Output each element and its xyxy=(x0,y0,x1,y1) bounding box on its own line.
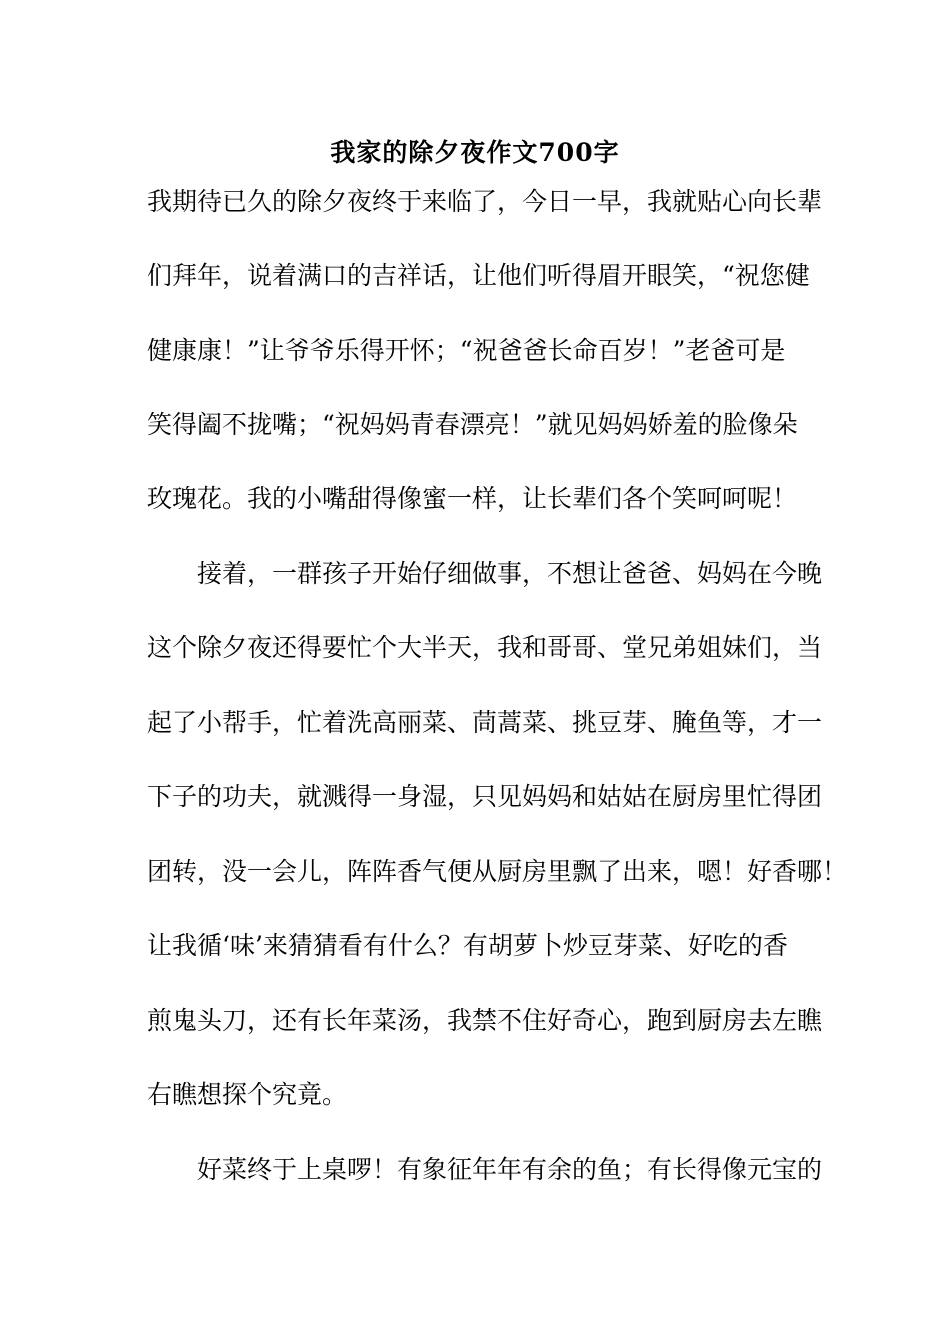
text-line: 团转，没一会儿，阵阵香气便从厨房里飘了出来，嗯！好香哪！ xyxy=(147,857,848,886)
text-line: 右瞧想探个究竟。 xyxy=(147,1080,348,1109)
text-line: 好菜终于上桌啰！有象征年年有余的鱼；有长得像元宝的 xyxy=(147,1155,823,1184)
document-title: 我家的除夕夜作文700字 xyxy=(330,138,620,167)
text-line: 起了小帮手，忙着洗高丽菜、茼蒿菜、挑豆芽、腌鱼等，才一 xyxy=(147,708,823,737)
text-line: 健康康！”让爷爷乐得开怀；“祝爸爸长命百岁！”老爸可是 xyxy=(147,336,786,365)
text-line: 下子的功夫，就溅得一身湿，只见妈妈和姑姑在厨房里忙得团 xyxy=(147,782,823,811)
text-line: 煎鬼头刀，还有长年菜汤，我禁不住好奇心，跑到厨房去左瞧 xyxy=(147,1006,823,1035)
text-line: 玫瑰花。我的小嘴甜得像蜜一样，让长辈们各个笑呵呵呢！ xyxy=(147,484,798,513)
text-line: 让我循‘味’来猜猜看有什么？有胡萝卜炒豆芽菜、好吃的香 xyxy=(147,931,788,960)
text-line: 笑得阖不拢嘴；“祝妈妈青春漂亮！”就见妈妈娇羞的脸像朵 xyxy=(147,410,798,439)
text-line: 们拜年，说着满口的吉祥话，让他们听得眉开眼笑，“祝您健 xyxy=(147,261,810,290)
text-line: 接着，一群孩子开始仔细做事，不想让爸爸、妈妈在今晚 xyxy=(147,559,823,588)
text-line: 这个除夕夜还得要忙个大半天，我和哥哥、堂兄弟姐妹们，当 xyxy=(147,633,823,662)
text-line: 我期待已久的除夕夜终于来临了，今日一早，我就贴心向长辈 xyxy=(147,187,823,216)
